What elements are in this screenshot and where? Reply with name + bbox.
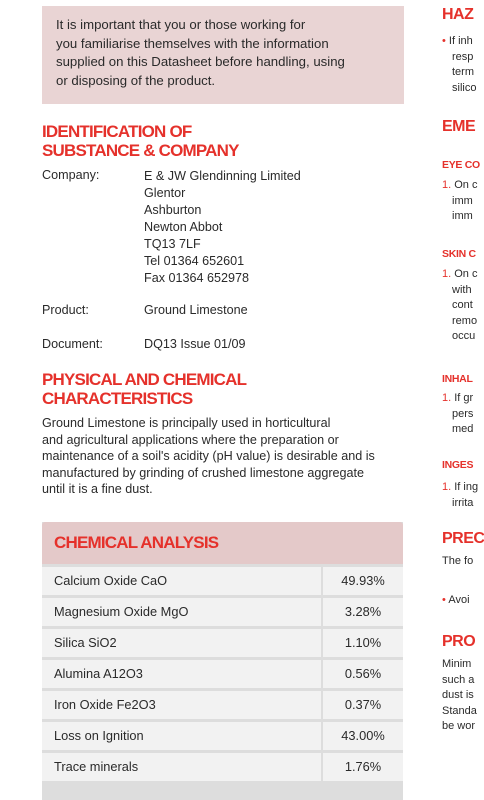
component-name: Iron Oxide Fe2O3 bbox=[42, 691, 321, 719]
heading-line: PHYSICAL AND CHEMICAL bbox=[42, 370, 247, 389]
hazard-line: resp bbox=[452, 50, 474, 63]
address-line: Newton Abbot bbox=[144, 220, 223, 234]
precaution-line: Avoi bbox=[448, 594, 470, 606]
physical-heading bbox=[42, 370, 246, 408]
chemical-analysis-title: CHEMICAL ANALYSIS bbox=[54, 533, 219, 552]
skin-contact-subheading: SKIN C bbox=[442, 248, 476, 260]
hazards-heading: HAZ bbox=[442, 6, 474, 23]
inhalation-subheading: INHAL bbox=[442, 373, 473, 385]
hazard-line: silico bbox=[452, 81, 477, 94]
table-row bbox=[42, 629, 403, 657]
protection-line: such a bbox=[442, 673, 475, 686]
hazard-line: term bbox=[452, 66, 474, 78]
eye-line: imm bbox=[452, 210, 473, 222]
chemical-analysis-header bbox=[42, 522, 403, 564]
heading-line: CHARACTERISTICS bbox=[42, 389, 193, 408]
table-row bbox=[42, 691, 403, 719]
bullet-marker: • bbox=[442, 35, 446, 47]
eye-line: On c bbox=[454, 179, 478, 191]
list-number: 1. bbox=[442, 392, 452, 404]
skin-line: On c bbox=[454, 268, 478, 280]
component-name: Silica SiO2 bbox=[42, 629, 321, 657]
heading-line: SUBSTANCE & COMPANY bbox=[42, 141, 239, 160]
ingestion-text bbox=[442, 480, 478, 511]
physical-description bbox=[42, 415, 402, 498]
address-line: TQ13 7LF bbox=[144, 237, 201, 251]
table-row bbox=[42, 753, 403, 781]
table-row bbox=[42, 722, 403, 750]
product-value: Ground Limestone bbox=[144, 303, 248, 317]
hazard-line: If inh bbox=[448, 35, 473, 47]
address-line: Glentor bbox=[144, 186, 186, 200]
ingestion-line: If ing bbox=[454, 481, 479, 493]
component-name: Magnesium Oxide MgO bbox=[42, 598, 321, 626]
skin-line: with bbox=[452, 283, 472, 296]
address-line: Tel 01364 652601 bbox=[144, 254, 245, 268]
protection-line: Minim bbox=[442, 658, 472, 670]
company-address bbox=[144, 168, 364, 287]
company-label: Company: bbox=[42, 168, 100, 182]
description-line: until it is a fine dust. bbox=[42, 482, 153, 497]
description-line: Ground Limestone is principally used in horticultural bbox=[42, 416, 331, 430]
document-value: DQ13 Issue 01/09 bbox=[144, 337, 246, 351]
protection-line: dust is bbox=[442, 689, 474, 701]
component-value: 49.93% bbox=[323, 567, 403, 595]
ingestion-line: irrita bbox=[452, 496, 474, 509]
component-value: 1.10% bbox=[323, 629, 403, 657]
inhalation-line: pers bbox=[452, 407, 474, 420]
document-label: Document: bbox=[42, 337, 103, 351]
ingestion-subheading: INGES bbox=[442, 459, 474, 471]
identification-heading bbox=[42, 122, 239, 160]
table-row bbox=[42, 567, 403, 595]
precautions-bullet bbox=[442, 593, 470, 609]
eye-contact-text bbox=[442, 178, 477, 225]
protection-heading: PRO bbox=[442, 633, 476, 650]
address-line: Fax 01364 652978 bbox=[144, 271, 250, 285]
description-line: maintenance of a soil's acidity (pH value) is desirable and is bbox=[42, 449, 375, 464]
list-number: 1. bbox=[442, 179, 452, 191]
chemical-analysis-table bbox=[42, 522, 403, 800]
inhalation-text bbox=[442, 391, 473, 438]
notice-line: you familiarise themselves with the information bbox=[56, 35, 329, 51]
address-line: E & JW Glendinning Limited bbox=[144, 169, 301, 183]
protection-line: Standa bbox=[442, 704, 477, 717]
hazards-text bbox=[442, 34, 476, 96]
notice-line: It is important that you or those working for bbox=[56, 17, 306, 32]
notice-line: supplied on this Datasheet before handling, using bbox=[56, 54, 345, 69]
precautions-text: The fo bbox=[442, 555, 474, 567]
component-name: Trace minerals bbox=[42, 753, 321, 781]
component-value: 1.76% bbox=[323, 753, 403, 781]
safety-notice-box bbox=[42, 6, 404, 104]
emergency-heading: EME bbox=[442, 118, 476, 135]
component-name: Loss on Ignition bbox=[42, 722, 321, 750]
component-name: Alumina A12O3 bbox=[42, 660, 321, 688]
product-label: Product: bbox=[42, 303, 89, 317]
eye-contact-subheading: EYE CO bbox=[442, 159, 480, 171]
component-value: 0.56% bbox=[323, 660, 403, 688]
skin-line: remo bbox=[452, 314, 478, 327]
table-row bbox=[42, 598, 403, 626]
address-line: Ashburton bbox=[144, 203, 202, 217]
component-name: Calcium Oxide CaO bbox=[42, 567, 321, 595]
inhalation-line: med bbox=[452, 423, 474, 435]
eye-line: imm bbox=[452, 194, 473, 207]
list-number: 1. bbox=[442, 268, 452, 280]
precautions-heading: PREC bbox=[442, 530, 484, 547]
protection-line: be wor bbox=[442, 720, 476, 732]
bullet-marker: • bbox=[442, 594, 446, 606]
protection-text bbox=[442, 657, 477, 735]
component-value: 3.28% bbox=[323, 598, 403, 626]
skin-line: cont bbox=[452, 299, 473, 311]
component-value: 0.37% bbox=[323, 691, 403, 719]
list-number: 1. bbox=[442, 481, 452, 493]
skin-line: occu bbox=[452, 330, 476, 342]
notice-line: or disposing of the product. bbox=[56, 72, 216, 88]
description-line: and agricultural applications where the preparation or bbox=[42, 432, 339, 447]
heading-line: IDENTIFICATION OF bbox=[42, 122, 192, 141]
skin-contact-text bbox=[442, 267, 477, 345]
right-column bbox=[434, 0, 484, 800]
component-value: 43.00% bbox=[323, 722, 403, 750]
description-line: manufactured by grinding of crushed limestone aggregate bbox=[42, 465, 365, 480]
inhalation-line: If gr bbox=[454, 392, 474, 404]
table-row bbox=[42, 660, 403, 688]
